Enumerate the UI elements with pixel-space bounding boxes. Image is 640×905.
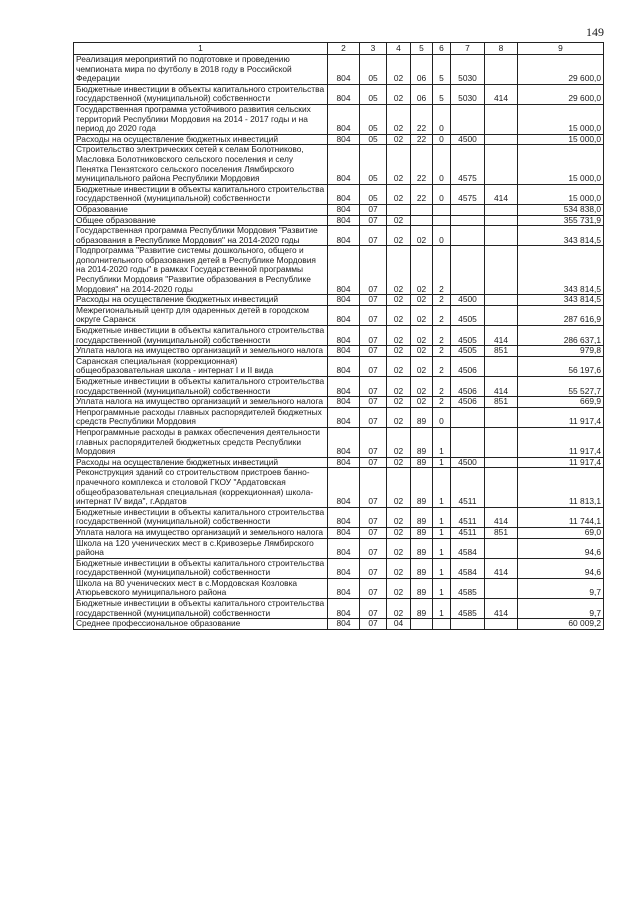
- code-cell-subsection: 02: [387, 326, 411, 346]
- code-cell-subsection: 02: [387, 407, 411, 427]
- code-cell-subsection: 02: [387, 226, 411, 246]
- amount-cell: 94,6: [518, 538, 604, 558]
- code-cell-program: 89: [411, 538, 433, 558]
- code-cell-subsection: 02: [387, 578, 411, 598]
- code-cell-subprogram: 1: [433, 427, 451, 457]
- code-cell-subprogram: 0: [433, 104, 451, 134]
- code-cell-ministry: 804: [328, 407, 360, 427]
- code-cell-subprogram: 2: [433, 346, 451, 357]
- code-cell-section: 05: [360, 104, 387, 134]
- amount-cell: 11 813,1: [518, 468, 604, 507]
- code-cell-section: 07: [360, 356, 387, 376]
- code-cell-section: 05: [360, 84, 387, 104]
- code-cell-program: 02: [411, 377, 433, 397]
- code-cell-expense-type: [485, 215, 518, 226]
- code-cell-program: 89: [411, 468, 433, 507]
- table-body: [74, 55, 604, 630]
- code-cell-section: 07: [360, 538, 387, 558]
- table-row: [74, 246, 604, 295]
- code-cell-section: 07: [360, 295, 387, 306]
- code-cell-section: 07: [360, 457, 387, 468]
- code-cell-expense-type: 414: [485, 84, 518, 104]
- code-cell-subprogram: 1: [433, 599, 451, 619]
- amount-cell: 11 917,4: [518, 407, 604, 427]
- code-cell-subprogram: 1: [433, 507, 451, 527]
- code-cell-ministry: 804: [328, 215, 360, 226]
- row-name-cell: Бюджетные инвестиции в объекты капитального строительства государственной (муниципальной) собственности: [74, 184, 328, 204]
- row-name-cell: Подпрограмма "Развитие системы дошкольного, общего и дополнительного образования детей в Республике Мордовия на 2014-2020 годы" в рамках Государственной программы Республики Мордовия "Развитие образования в Республике Мордовия" на 2014-2020 годы: [74, 246, 328, 295]
- code-cell-target: 4506: [451, 377, 485, 397]
- amount-cell: 15 000,0: [518, 145, 604, 184]
- table-row: [74, 558, 604, 578]
- code-cell-section: 07: [360, 377, 387, 397]
- code-cell-ministry: 804: [328, 578, 360, 598]
- code-cell-ministry: 804: [328, 507, 360, 527]
- code-cell-expense-type: 851: [485, 397, 518, 408]
- code-cell-subprogram: 2: [433, 397, 451, 408]
- code-cell-subprogram: 0: [433, 184, 451, 204]
- row-name-cell: Уплата налога на имущество организаций и земельного налога: [74, 346, 328, 357]
- code-cell-target: 4584: [451, 558, 485, 578]
- code-cell-expense-type: [485, 578, 518, 598]
- code-cell-target: 4500: [451, 134, 485, 145]
- row-name-cell: Бюджетные инвестиции в объекты капитального строительства государственной (муниципальной) собственности: [74, 84, 328, 104]
- amount-cell: 287 616,9: [518, 305, 604, 325]
- code-cell-ministry: 804: [328, 457, 360, 468]
- code-cell-section: 07: [360, 305, 387, 325]
- code-cell-ministry: 804: [328, 104, 360, 134]
- code-cell-program: 02: [411, 397, 433, 408]
- amount-cell: 29 600,0: [518, 55, 604, 85]
- row-name-cell: Реконструкция зданий со строительством пристроев банно-прачечного комплекса и столовой ГКОУ "Ардатовская общеобразовательная специальная (коррекционная) школа-интернат IV вида", г.Ардатов: [74, 468, 328, 507]
- code-cell-target: 4506: [451, 397, 485, 408]
- code-cell-subsection: 02: [387, 468, 411, 507]
- code-cell-subsection: 02: [387, 527, 411, 538]
- code-cell-program: [411, 619, 433, 630]
- amount-cell: 286 637,1: [518, 326, 604, 346]
- code-cell-ministry: 804: [328, 204, 360, 215]
- code-cell-target: 4584: [451, 538, 485, 558]
- code-cell-expense-type: [485, 246, 518, 295]
- code-cell-subsection: 02: [387, 305, 411, 325]
- code-cell-subprogram: [433, 204, 451, 215]
- row-name-cell: Непрограммные расходы в рамках обеспечения деятельности главных распорядителей бюджетных средств Республики Мордовия: [74, 427, 328, 457]
- table-row: [74, 305, 604, 325]
- code-cell-expense-type: 414: [485, 507, 518, 527]
- code-cell-expense-type: 851: [485, 346, 518, 357]
- table-row: [74, 84, 604, 104]
- code-cell-ministry: 804: [328, 538, 360, 558]
- budget-table: [73, 42, 604, 630]
- code-cell-ministry: 804: [328, 468, 360, 507]
- header-cell: 5: [411, 43, 433, 55]
- amount-cell: 56 197,6: [518, 356, 604, 376]
- code-cell-section: 07: [360, 619, 387, 630]
- table-row: [74, 326, 604, 346]
- row-name-cell: Уплата налога на имущество организаций и земельного налога: [74, 397, 328, 408]
- code-cell-expense-type: 851: [485, 527, 518, 538]
- header-cell: 3: [360, 43, 387, 55]
- code-cell-program: [411, 204, 433, 215]
- code-cell-subprogram: 0: [433, 145, 451, 184]
- header-cell: 7: [451, 43, 485, 55]
- row-name-cell: Непрограммные расходы главных распорядителей бюджетных средств Республики Мордовия: [74, 407, 328, 427]
- code-cell-subsection: 02: [387, 507, 411, 527]
- code-cell-expense-type: [485, 204, 518, 215]
- code-cell-subprogram: 2: [433, 295, 451, 306]
- code-cell-section: 07: [360, 246, 387, 295]
- code-cell-section: 07: [360, 578, 387, 598]
- header-cell: 6: [433, 43, 451, 55]
- header-cell: 4: [387, 43, 411, 55]
- table-row: [74, 184, 604, 204]
- code-cell-section: 05: [360, 134, 387, 145]
- code-cell-target: [451, 427, 485, 457]
- amount-cell: 15 000,0: [518, 104, 604, 134]
- code-cell-subsection: 02: [387, 84, 411, 104]
- code-cell-ministry: 804: [328, 84, 360, 104]
- code-cell-expense-type: [485, 468, 518, 507]
- code-cell-section: 07: [360, 599, 387, 619]
- code-cell-target: 4575: [451, 184, 485, 204]
- code-cell-target: 4585: [451, 599, 485, 619]
- code-cell-ministry: 804: [328, 145, 360, 184]
- code-cell-subsection: 04: [387, 619, 411, 630]
- code-cell-subsection: 02: [387, 295, 411, 306]
- row-name-cell: Бюджетные инвестиции в объекты капитального строительства государственной (муниципальной) собственности: [74, 558, 328, 578]
- code-cell-subprogram: 1: [433, 578, 451, 598]
- code-cell-subsection: 02: [387, 104, 411, 134]
- code-cell-program: 89: [411, 527, 433, 538]
- code-cell-program: 02: [411, 346, 433, 357]
- code-cell-target: 4505: [451, 305, 485, 325]
- code-cell-section: 07: [360, 468, 387, 507]
- code-cell-subprogram: 5: [433, 55, 451, 85]
- table-row: [74, 215, 604, 226]
- code-cell-section: 07: [360, 326, 387, 346]
- amount-cell: 534 838,0: [518, 204, 604, 215]
- table-row: [74, 578, 604, 598]
- code-cell-target: [451, 246, 485, 295]
- row-name-cell: Саранская специальная (коррекционная) общеобразовательная школа - интернат I и II вида: [74, 356, 328, 376]
- row-name-cell: Уплата налога на имущество организаций и земельного налога: [74, 527, 328, 538]
- row-name-cell: Бюджетные инвестиции в объекты капитального строительства государственной (муниципальной) собственности: [74, 377, 328, 397]
- code-cell-expense-type: [485, 305, 518, 325]
- table-row: [74, 204, 604, 215]
- amount-cell: 355 731,9: [518, 215, 604, 226]
- row-name-cell: Среднее профессиональное образование: [74, 619, 328, 630]
- code-cell-target: [451, 407, 485, 427]
- amount-cell: 15 000,0: [518, 134, 604, 145]
- code-cell-expense-type: 414: [485, 184, 518, 204]
- code-cell-subsection: 02: [387, 145, 411, 184]
- header-cell: 1: [74, 43, 328, 55]
- amount-cell: 979,8: [518, 346, 604, 357]
- code-cell-subprogram: 2: [433, 356, 451, 376]
- amount-cell: 69,0: [518, 527, 604, 538]
- code-cell-ministry: 804: [328, 527, 360, 538]
- code-cell-subprogram: 1: [433, 527, 451, 538]
- table-row: [74, 538, 604, 558]
- table-row: [74, 397, 604, 408]
- table-header: [74, 43, 604, 55]
- code-cell-subsection: 02: [387, 134, 411, 145]
- code-cell-ministry: 804: [328, 599, 360, 619]
- table-row: [74, 527, 604, 538]
- header-row: [74, 43, 604, 55]
- code-cell-ministry: 804: [328, 305, 360, 325]
- code-cell-section: 07: [360, 397, 387, 408]
- code-cell-subprogram: 1: [433, 538, 451, 558]
- code-cell-subsection: 02: [387, 457, 411, 468]
- code-cell-target: 4511: [451, 527, 485, 538]
- code-cell-target: [451, 104, 485, 134]
- code-cell-program: 89: [411, 427, 433, 457]
- code-cell-expense-type: [485, 457, 518, 468]
- row-name-cell: Государственная программа устойчивого развития сельских территорий Республики Мордовия на 2014 - 2017 годы и на период до 2020 года: [74, 104, 328, 134]
- code-cell-target: 4575: [451, 145, 485, 184]
- code-cell-ministry: 804: [328, 55, 360, 85]
- code-cell-target: [451, 226, 485, 246]
- code-cell-subsection: 02: [387, 427, 411, 457]
- table-row: [74, 226, 604, 246]
- code-cell-subprogram: 0: [433, 134, 451, 145]
- code-cell-ministry: 804: [328, 226, 360, 246]
- code-cell-section: 07: [360, 558, 387, 578]
- code-cell-ministry: 804: [328, 427, 360, 457]
- code-cell-subsection: 02: [387, 55, 411, 85]
- code-cell-target: 4505: [451, 326, 485, 346]
- code-cell-expense-type: [485, 427, 518, 457]
- amount-cell: 343 814,5: [518, 295, 604, 306]
- amount-cell: 343 814,5: [518, 246, 604, 295]
- code-cell-subprogram: [433, 619, 451, 630]
- code-cell-ministry: 804: [328, 619, 360, 630]
- amount-cell: 11 917,4: [518, 427, 604, 457]
- row-name-cell: Школа на 80 ученических мест в с.Мордовская Козловка Атюрьевского муниципального района: [74, 578, 328, 598]
- row-name-cell: Школа на 120 ученических мест в с.Кривозерье Лямбирского района: [74, 538, 328, 558]
- code-cell-ministry: 804: [328, 184, 360, 204]
- code-cell-section: 07: [360, 226, 387, 246]
- code-cell-ministry: 804: [328, 356, 360, 376]
- code-cell-program: 02: [411, 326, 433, 346]
- code-cell-section: 07: [360, 215, 387, 226]
- code-cell-ministry: 804: [328, 326, 360, 346]
- code-cell-target: [451, 204, 485, 215]
- code-cell-subsection: 02: [387, 558, 411, 578]
- amount-cell: 343 814,5: [518, 226, 604, 246]
- table-row: [74, 468, 604, 507]
- code-cell-expense-type: [485, 619, 518, 630]
- header-cell: 9: [518, 43, 604, 55]
- code-cell-section: 07: [360, 346, 387, 357]
- code-cell-section: 05: [360, 55, 387, 85]
- code-cell-program: 22: [411, 145, 433, 184]
- code-cell-subprogram: [433, 215, 451, 226]
- code-cell-expense-type: 414: [485, 558, 518, 578]
- code-cell-section: 05: [360, 184, 387, 204]
- table-row: [74, 407, 604, 427]
- code-cell-expense-type: [485, 145, 518, 184]
- header-cell: 8: [485, 43, 518, 55]
- code-cell-section: 07: [360, 204, 387, 215]
- amount-cell: 9,7: [518, 578, 604, 598]
- code-cell-expense-type: [485, 55, 518, 85]
- row-name-cell: Бюджетные инвестиции в объекты капитального строительства государственной (муниципальной) собственности: [74, 507, 328, 527]
- table-row: [74, 377, 604, 397]
- code-cell-section: 07: [360, 527, 387, 538]
- code-cell-program: 89: [411, 558, 433, 578]
- code-cell-target: 5030: [451, 55, 485, 85]
- code-cell-expense-type: [485, 104, 518, 134]
- code-cell-target: [451, 215, 485, 226]
- code-cell-subsection: 02: [387, 397, 411, 408]
- code-cell-ministry: 804: [328, 346, 360, 357]
- amount-cell: 94,6: [518, 558, 604, 578]
- code-cell-subprogram: 2: [433, 246, 451, 295]
- code-cell-expense-type: [485, 356, 518, 376]
- code-cell-subprogram: 2: [433, 377, 451, 397]
- code-cell-section: 07: [360, 407, 387, 427]
- row-name-cell: Бюджетные инвестиции в объекты капитального строительства государственной (муниципальной) собственности: [74, 326, 328, 346]
- code-cell-program: 22: [411, 104, 433, 134]
- amount-cell: 15 000,0: [518, 184, 604, 204]
- row-name-cell: Строительство электрических сетей к селам Болотниково, Масловка Болотниковского сельского поселения и селу Пенятка Пензятского сельского поселения Лямбирского муниципального района Республики Мордовия: [74, 145, 328, 184]
- code-cell-subprogram: 5: [433, 84, 451, 104]
- amount-cell: 55 527,7: [518, 377, 604, 397]
- code-cell-program: 22: [411, 184, 433, 204]
- code-cell-expense-type: [485, 226, 518, 246]
- code-cell-program: 02: [411, 305, 433, 325]
- code-cell-ministry: 804: [328, 397, 360, 408]
- table-row: [74, 295, 604, 306]
- code-cell-section: 07: [360, 427, 387, 457]
- table-row: [74, 356, 604, 376]
- table-row: [74, 145, 604, 184]
- code-cell-subprogram: 1: [433, 558, 451, 578]
- amount-cell: 60 009,2: [518, 619, 604, 630]
- header-cell: 2: [328, 43, 360, 55]
- code-cell-subsection: 02: [387, 184, 411, 204]
- table-row: [74, 55, 604, 85]
- code-cell-section: 05: [360, 145, 387, 184]
- code-cell-expense-type: 414: [485, 377, 518, 397]
- code-cell-expense-type: 414: [485, 326, 518, 346]
- code-cell-program: 89: [411, 578, 433, 598]
- code-cell-program: [411, 215, 433, 226]
- code-cell-program: 89: [411, 407, 433, 427]
- code-cell-subprogram: 2: [433, 305, 451, 325]
- code-cell-subprogram: 0: [433, 226, 451, 246]
- table-row: [74, 134, 604, 145]
- code-cell-target: 5030: [451, 84, 485, 104]
- code-cell-expense-type: [485, 295, 518, 306]
- code-cell-subprogram: 0: [433, 407, 451, 427]
- code-cell-program: 89: [411, 507, 433, 527]
- code-cell-subprogram: 2: [433, 326, 451, 346]
- code-cell-ministry: 804: [328, 134, 360, 145]
- code-cell-expense-type: [485, 538, 518, 558]
- code-cell-target: 4500: [451, 295, 485, 306]
- code-cell-subsection: 02: [387, 346, 411, 357]
- code-cell-subprogram: 1: [433, 468, 451, 507]
- code-cell-program: 06: [411, 84, 433, 104]
- code-cell-subsection: 02: [387, 246, 411, 295]
- code-cell-subsection: [387, 204, 411, 215]
- table-row: [74, 104, 604, 134]
- code-cell-target: 4511: [451, 507, 485, 527]
- table-row: [74, 457, 604, 468]
- code-cell-subsection: 02: [387, 356, 411, 376]
- code-cell-program: 06: [411, 55, 433, 85]
- code-cell-expense-type: [485, 134, 518, 145]
- code-cell-program: 02: [411, 246, 433, 295]
- code-cell-section: 07: [360, 507, 387, 527]
- code-cell-ministry: 804: [328, 558, 360, 578]
- code-cell-subsection: 02: [387, 538, 411, 558]
- code-cell-target: 4585: [451, 578, 485, 598]
- table-row: [74, 427, 604, 457]
- code-cell-expense-type: [485, 407, 518, 427]
- code-cell-target: [451, 619, 485, 630]
- amount-cell: 11 744,1: [518, 507, 604, 527]
- row-name-cell: Бюджетные инвестиции в объекты капитального строительства государственной (муниципальной) собственности: [74, 599, 328, 619]
- code-cell-ministry: 804: [328, 246, 360, 295]
- code-cell-subsection: 02: [387, 599, 411, 619]
- code-cell-target: 4511: [451, 468, 485, 507]
- table-row: [74, 599, 604, 619]
- code-cell-program: 89: [411, 457, 433, 468]
- amount-cell: 11 917,4: [518, 457, 604, 468]
- code-cell-target: 4500: [451, 457, 485, 468]
- code-cell-program: 02: [411, 226, 433, 246]
- table-row: [74, 507, 604, 527]
- code-cell-program: 02: [411, 295, 433, 306]
- page-number: 149: [586, 25, 604, 39]
- row-name-cell: Образование: [74, 204, 328, 215]
- code-cell-ministry: 804: [328, 377, 360, 397]
- amount-cell: 669,9: [518, 397, 604, 408]
- code-cell-subsection: 02: [387, 215, 411, 226]
- row-name-cell: Расходы на осуществление бюджетных инвестиций: [74, 134, 328, 145]
- row-name-cell: Расходы на осуществление бюджетных инвестиций: [74, 295, 328, 306]
- row-name-cell: Расходы на осуществление бюджетных инвестиций: [74, 457, 328, 468]
- code-cell-subsection: 02: [387, 377, 411, 397]
- code-cell-expense-type: 414: [485, 599, 518, 619]
- amount-cell: 29 600,0: [518, 84, 604, 104]
- code-cell-program: 02: [411, 356, 433, 376]
- code-cell-ministry: 804: [328, 295, 360, 306]
- amount-cell: 9,7: [518, 599, 604, 619]
- code-cell-target: 4506: [451, 356, 485, 376]
- code-cell-subprogram: 1: [433, 457, 451, 468]
- row-name-cell: Межрегиональный центр для одаренных детей в городском округе Саранск: [74, 305, 328, 325]
- code-cell-program: 89: [411, 599, 433, 619]
- row-name-cell: Государственная программа Республики Мордовия "Развитие образования в Республике Мордовия" на 2014-2020 годы: [74, 226, 328, 246]
- row-name-cell: Реализация мероприятий по подготовке и проведению чемпионата мира по футболу в 2018 году в Российской Федерации: [74, 55, 328, 85]
- code-cell-program: 22: [411, 134, 433, 145]
- code-cell-target: 4505: [451, 346, 485, 357]
- table-row: [74, 346, 604, 357]
- row-name-cell: Общее образование: [74, 215, 328, 226]
- table-row: [74, 619, 604, 630]
